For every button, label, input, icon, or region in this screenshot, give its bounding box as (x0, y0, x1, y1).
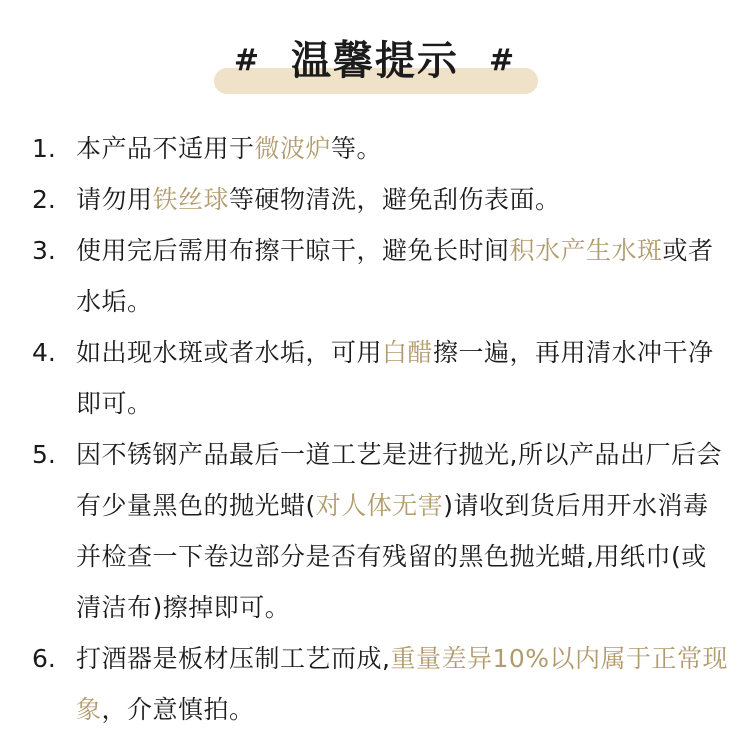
tip-number: 6. (32, 644, 56, 673)
hash-right: # (488, 43, 517, 78)
tip-text-segment: 本产品不适用于 (76, 134, 255, 163)
title-text: 温馨提示 (291, 38, 459, 84)
tip-number: 2. (32, 185, 56, 214)
highlighted-text: 铁丝球 (152, 185, 230, 214)
tip-text-segment: 因不锈钢产品最后一道工艺是进行抛光,所以产品出厂后会有少量黑色的抛光蜡( (76, 440, 722, 520)
highlighted-text: 积水产生水斑 (509, 236, 663, 265)
page-title (0, 36, 750, 86)
header (0, 28, 750, 98)
tip-item-5 (32, 429, 732, 633)
tip-text-segment: ，介意慎拍。 (101, 695, 255, 724)
tip-text-segment: 等硬物清洗，避免刮伤表面。 (229, 185, 561, 214)
highlighted-text: 微波炉 (254, 134, 332, 163)
tip-item-6 (32, 633, 732, 735)
tip-text (76, 123, 732, 174)
tip-text-segment: 如出现水斑或者水垢，可用 (76, 338, 383, 367)
tip-text-segment: 打酒器是板材压制工艺而成, (76, 644, 391, 673)
tip-number: 4. (32, 338, 56, 367)
tip-item-1 (32, 123, 732, 174)
highlighted-text: 重量差异10%以内属于正常现象 (76, 644, 729, 724)
hash-left: # (233, 43, 262, 78)
tip-number: 5. (32, 440, 56, 469)
highlighted-text: 白醋 (382, 338, 434, 367)
tip-number: 1. (32, 134, 56, 163)
tips-list (32, 123, 732, 735)
highlighted-text: 对人体无害 (315, 491, 444, 520)
tip-text-segment: 等。 (331, 134, 383, 163)
tip-text-segment: 使用完后需用布擦干晾干，避免长时间 (76, 236, 510, 265)
tip-text (76, 327, 732, 429)
tip-number: 3. (32, 236, 56, 265)
tip-item-3 (32, 225, 732, 327)
tip-text (76, 225, 732, 327)
tip-item-2 (32, 174, 732, 225)
tip-text-segment: )请收到货后用开水消毒并检查一下卷边部分是否有残留的黑色抛光蜡,用纸巾(或清洁布)擦掉即可。 (76, 491, 709, 622)
tip-text (76, 633, 732, 735)
tip-text-segment: 或者水垢。 (76, 236, 714, 316)
tip-item-4 (32, 327, 732, 429)
tip-text (76, 174, 732, 225)
tip-text-segment: 请勿用 (76, 185, 153, 214)
tip-text-segment: 擦一遍，再用清水冲干净即可。 (76, 338, 714, 418)
tip-text (76, 429, 732, 633)
